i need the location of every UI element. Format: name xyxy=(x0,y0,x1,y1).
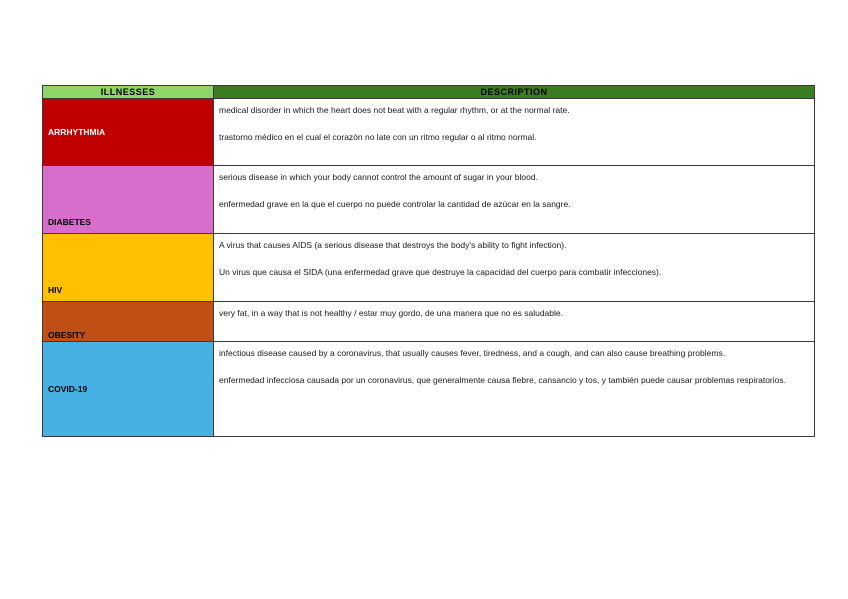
illness-name-obesity: OBESITY xyxy=(43,302,214,342)
illness-name-hiv: HIV xyxy=(43,234,214,302)
table-row-arrhythmia xyxy=(43,99,815,166)
table-row-covid-19 xyxy=(43,342,815,437)
description-english: serious disease in which your body cannot control the amount of sugar in your blood. xyxy=(219,172,538,182)
description-spanish: enfermedad infecciosa causada por un coronavirus, que generalmente causa fiebre, cansancio y tos, y también puede causar problemas respiratorios. xyxy=(219,375,786,385)
description-english: very fat, in a way that is not healthy / estar muy gordo, de una manera que no es saludable. xyxy=(219,308,563,318)
description-diabetes xyxy=(214,166,815,234)
description-hiv xyxy=(214,234,815,302)
description-english: infectious disease caused by a coronavirus, that usually causes fever, tiredness, and a cough, and can also cause breathing problems. xyxy=(219,348,726,358)
description-arrhythmia xyxy=(214,99,815,166)
illnesses-table xyxy=(42,85,815,437)
header-description: DESCRIPTION xyxy=(214,86,815,99)
description-covid-19 xyxy=(214,342,815,437)
header-row xyxy=(43,86,815,99)
description-spanish: trastorno médico en el cual el corazón no late con un ritmo regular o al ritmo normal. xyxy=(219,132,537,142)
table-row-hiv xyxy=(43,234,815,302)
table-row-obesity xyxy=(43,302,815,342)
illness-name-arrhythmia: ARRHYTHMIA xyxy=(43,99,214,166)
illness-name-diabetes: DIABETES xyxy=(43,166,214,234)
description-english: medical disorder in which the heart does not beat with a regular rhythm, or at the normal rate. xyxy=(219,105,570,115)
description-english: A virus that causes AIDS (a serious disease that destroys the body's ability to fight infection). xyxy=(219,240,567,250)
description-spanish: enfermedad grave en la que el cuerpo no puede controlar la cantidad de azúcar en la sangre. xyxy=(219,199,571,209)
illness-name-covid-19: COVID-19 xyxy=(43,342,214,437)
description-obesity xyxy=(214,302,815,342)
table-row-diabetes xyxy=(43,166,815,234)
description-spanish: Un virus que causa el SIDA (una enfermedad grave que destruye la capacidad del cuerpo para combatir infecciones). xyxy=(219,267,662,277)
header-illnesses: ILLNESSES xyxy=(43,86,214,99)
